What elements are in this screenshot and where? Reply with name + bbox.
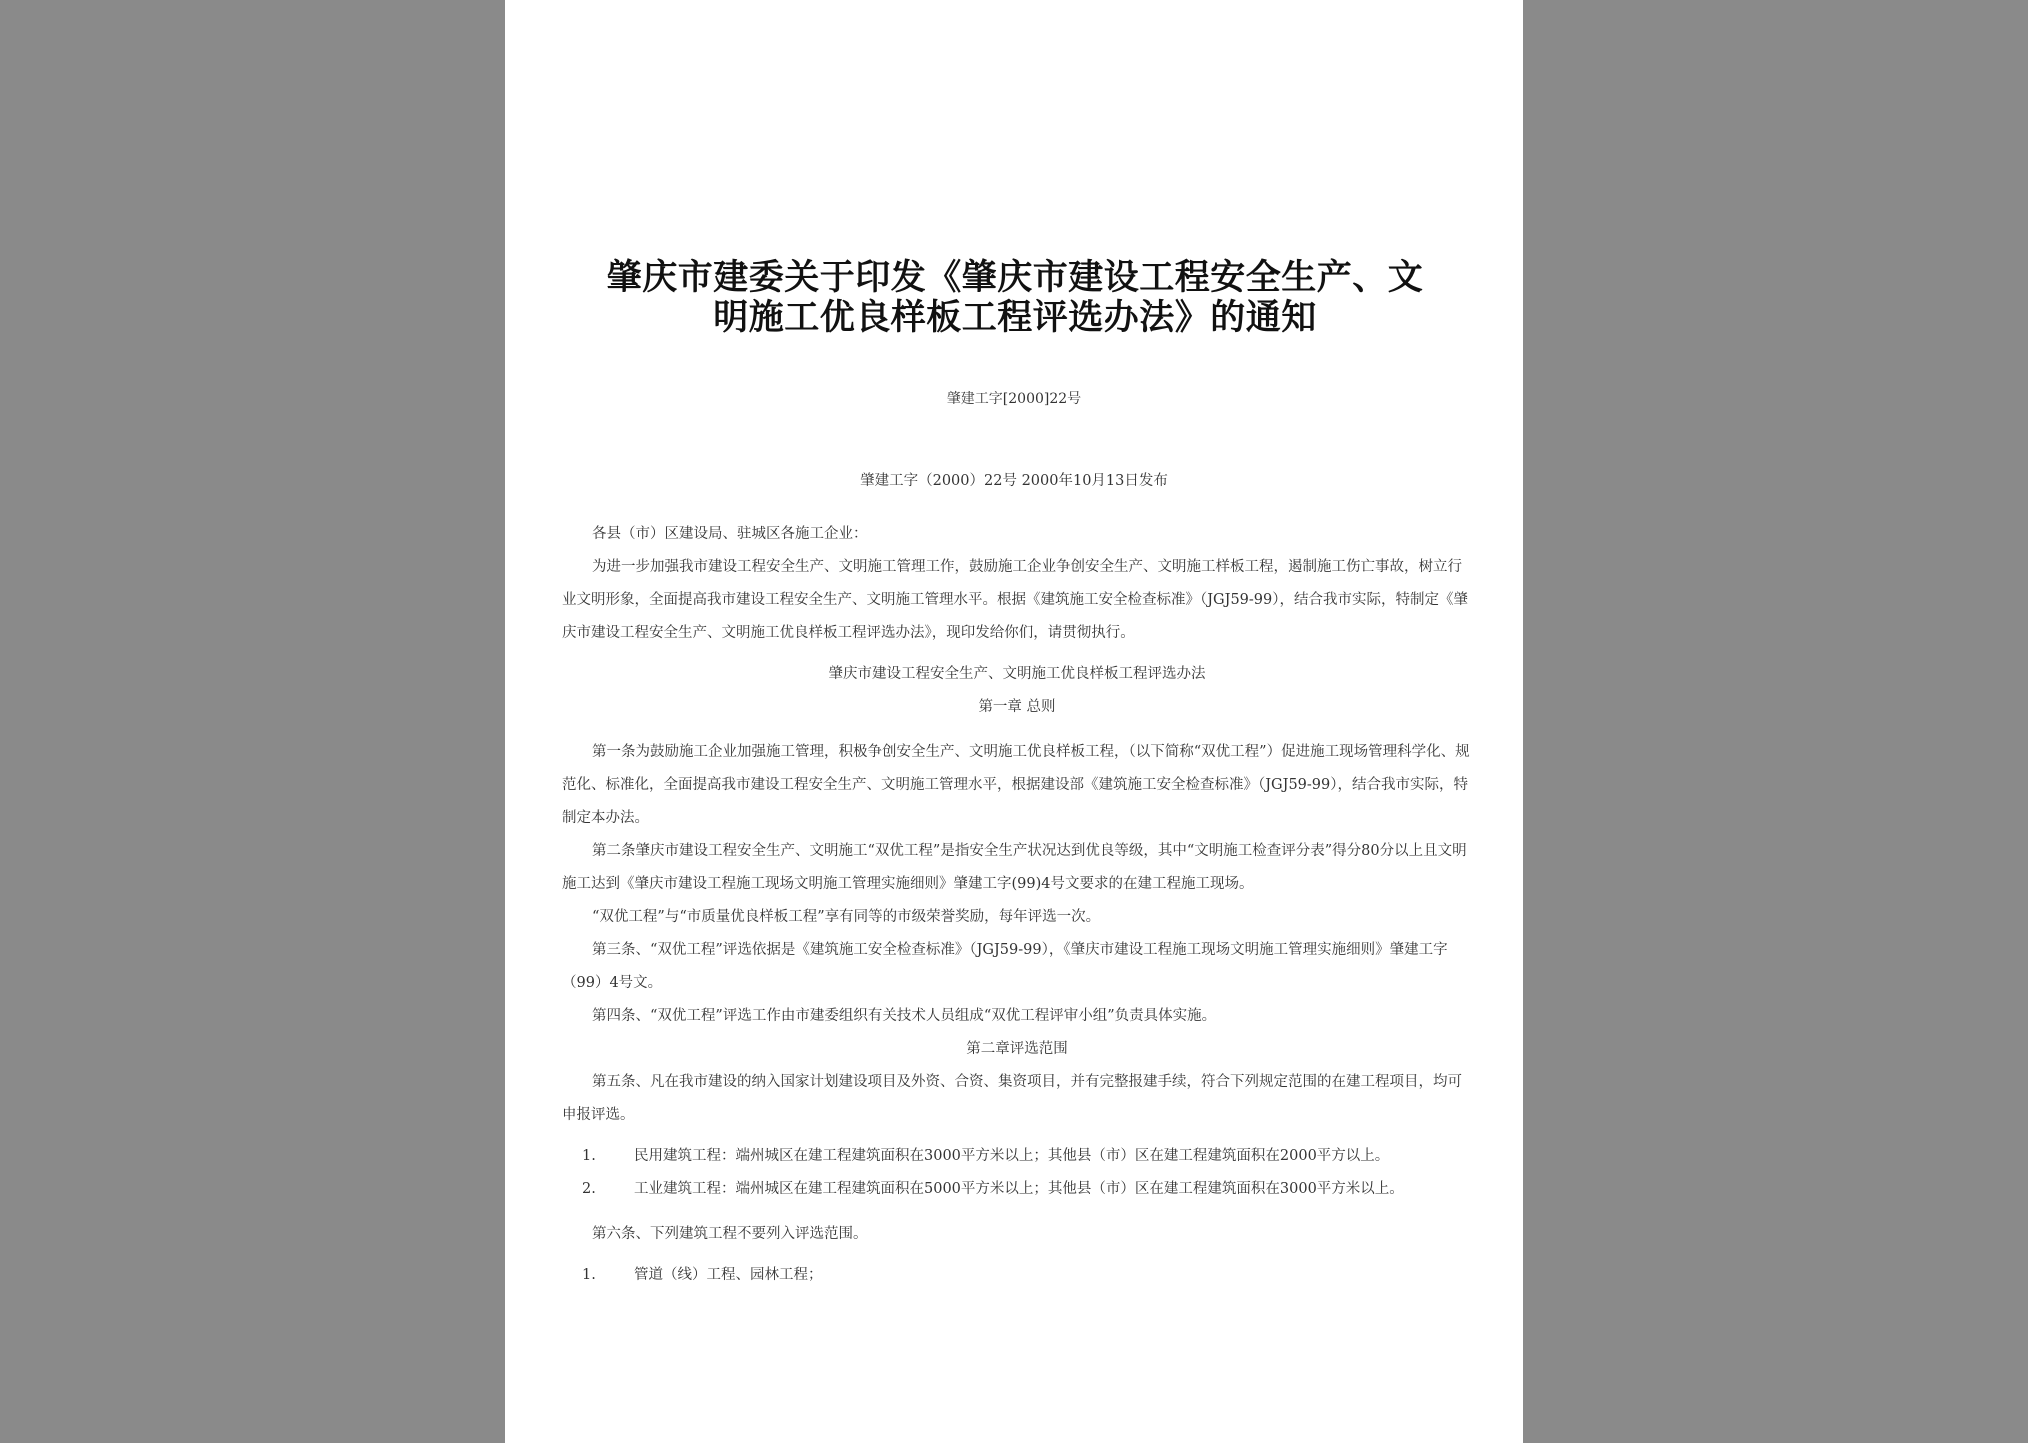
chapter2-title: 第二章评选范围	[966, 1041, 1068, 1057]
list-item-text: 管道（线）工程、园林工程；	[634, 1267, 823, 1283]
document-body	[562, 518, 1472, 1292]
document-page	[505, 0, 1523, 1443]
title-line-1: 肇庆市建委关于印发《肇庆市建设工程安全生产、文	[606, 258, 1424, 298]
document-number: 肇建工字[2000]22号	[946, 391, 1082, 407]
list-item	[562, 1173, 1472, 1206]
list-item-number: 1.	[582, 1148, 596, 1164]
article-2: 第二条肇庆市建设工程安全生产、文明施工“双优工程”是指安全生产状况达到优良等级，其中“文明施工检查评分表”得分80分以上且文明施工达到《肇庆市建设工程施工现场文明施工管理实施细则》肇建工字(99)4号文要求的在建工程施工现场。	[562, 843, 1467, 892]
document-title	[595, 258, 1435, 338]
article-3: 第三条、“双优工程”评选依据是《建筑施工安全检查标准》（JGJ59-99），《肇庆市建设工程施工现场文明施工管理实施细则》肇建工字（99）4号文。	[562, 942, 1448, 991]
title-line-2: 明施工优良样板工程评选办法》的通知	[713, 298, 1317, 338]
list-item-text: 民用建筑工程：端州城区在建工程建筑面积在3000平方米以上；其他县（市）区在建工程建筑面积在2000平方以上。	[634, 1148, 1390, 1164]
chapter1-title: 第一章 总则	[978, 699, 1056, 715]
list-item-number: 1.	[582, 1267, 596, 1283]
list-item	[562, 1259, 1472, 1292]
article-4: 第四条、“双优工程”评选工作由市建委组织有关技术人员组成“双优工程评审小组”负责具体实施。	[592, 1008, 1217, 1024]
article-1: 第一条为鼓励施工企业加强施工管理，积极争创安全生产、文明施工优良样板工程，（以下简称“双优工程”）促进施工现场管理科学化、规范化、标准化，全面提高我市建设工程安全生产、文明施工管理水平，根据建设部《建筑施工安全检查标准》（JGJ59-99），结合我市实际，特制定本办法。	[562, 744, 1470, 826]
salutation: 各县（市）区建设局、驻城区各施工企业：	[592, 526, 868, 542]
article-2-note: “双优工程”与“市质量优良样板工程”享有同等的市级荣誉奖励，每年评选一次。	[592, 909, 1101, 925]
intro-paragraph: 为进一步加强我市建设工程安全生产、文明施工管理工作，鼓励施工企业争创安全生产、文明施工样板工程，遏制施工伤亡事故，树立行业文明形象，全面提高我市建设工程安全生产、文明施工管理水平。根据《建筑施工安全检查标准》（JGJ59-99），结合我市实际，特制定《肇庆市建设工程安全生产、文明施工优良样板工程评选办法》，现印发给你们，请贯彻执行。	[562, 559, 1469, 641]
publication-line: 肇建工字（2000）22号 2000年10月13日发布	[860, 473, 1168, 489]
article-6: 第六条、下列建筑工程不要列入评选范围。	[592, 1226, 868, 1242]
list-item-number: 2.	[582, 1181, 596, 1197]
measures-title: 肇庆市建设工程安全生产、文明施工优良样板工程评选办法	[828, 666, 1206, 682]
list-item-text: 工业建筑工程：端州城区在建工程建筑面积在5000平方米以上；其他县（市）区在建工程建筑面积在3000平方米以上。	[634, 1181, 1404, 1197]
article-5: 第五条、凡在我市建设的纳入国家计划建设项目及外资、合资、集资项目，并有完整报建手续，符合下列规定范围的在建工程项目，均可申报评选。	[562, 1074, 1462, 1123]
list-item	[562, 1140, 1472, 1173]
